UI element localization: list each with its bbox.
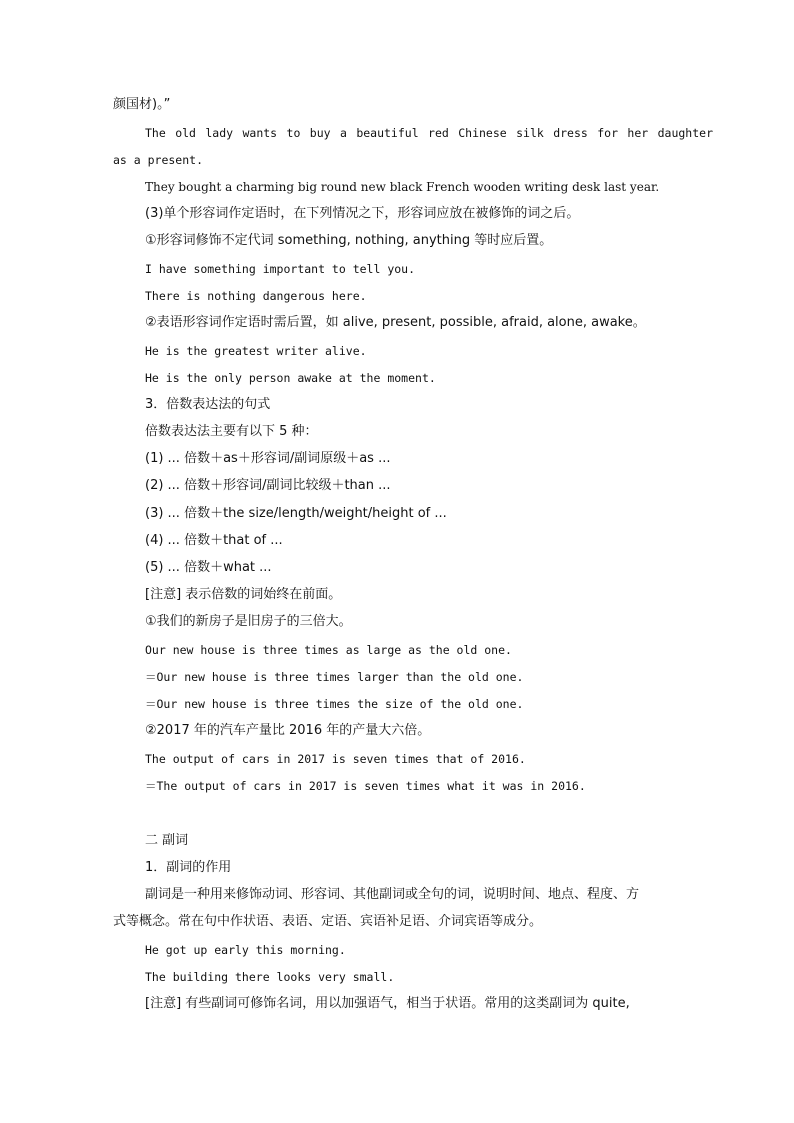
example-sentence: ＝Our new house is three times the size of the old one. [145,697,524,711]
text-line: 颜国材)。” [113,97,171,112]
rule-line: (3)单个形容词作定语时，在下列情况之下，形容词应放在被修饰的词之后。 [145,206,580,221]
word: a [339,126,347,140]
note-line: [注意] 有些副词可修饰名词，用以加强语气，相当于状语。常用的这类副词为 quite, [145,996,630,1011]
word: beautiful [356,126,419,140]
word: wants [242,126,278,140]
word: for [597,126,619,140]
word: Chinese [458,126,507,140]
example-sentence: Our new house is three times as large as the old one. [145,643,512,657]
note-line: [注意] 表示倍数的词始终在前面。 [145,587,342,602]
pattern-line: (1) ... 倍数＋as＋形容词/副词原级＋as ... [145,451,391,466]
example-sentence: ＝Our new house is three times larger than the old one. [145,670,524,684]
example-sentence: He is the greatest writer alive. [145,344,367,358]
word: daughter [657,126,713,140]
word: The [145,126,166,140]
word: red [428,126,449,140]
example-sentence: I have something important to tell you. [145,262,416,276]
example-sentence: He got up early this morning. [145,943,346,957]
word: buy [309,126,331,140]
subsection-heading: 1．副词的作用 [145,860,232,875]
word: her [627,126,649,140]
word: to [286,126,301,140]
example-sentence: They bought a charming big round new black French wooden writing desk last year. [145,180,660,194]
rule-line: 倍数表达法主要有以下 5 种： [145,424,318,439]
word: dress [553,126,588,140]
pattern-line: (2) ... 倍数＋形容词/副词比较级＋than ... [145,478,391,493]
paragraph-line: 副词是一种用来修饰动词、形容词、其他副词或全句的词，说明时间、地点、程度、方 [145,887,640,902]
example-sentence: ＝The output of cars in 2017 is seven times what it was in 2016. [145,779,586,793]
example-sentence [145,125,713,141]
example-sentence: as a present. [113,153,204,167]
paragraph-line: 式等概念。常在句中作状语、表语、定语、宾语补足语、介词宾语等成分。 [113,914,543,929]
example-sentence: The building there looks very small. [145,970,395,984]
word: lady [205,126,234,140]
rule-line: ①形容词修饰不定代词 something, nothing, anything 等时应后置。 [145,233,553,248]
example-sentence: There is nothing dangerous here. [145,289,367,303]
pattern-line: (4) ... 倍数＋that of ... [145,533,283,548]
example-sentence: The output of cars in 2017 is seven times that of 2016. [145,752,526,766]
rule-line: ②表语形容词作定语时需后置，如 alive, present, possible, afraid, alone, awake。 [145,315,646,330]
word: silk [516,126,544,140]
section-heading: 二 副词 [145,833,189,848]
example-sentence: He is the only person awake at the moment. [145,371,436,385]
section-heading: 3．倍数表达法的句式 [145,397,271,412]
example-chinese: ②2017 年的汽车产量比 2016 年的产量大六倍。 [145,723,431,738]
word: old [175,126,196,140]
example-chinese: ①我们的新房子是旧房子的三倍大。 [145,614,352,629]
pattern-line: (3) ... 倍数＋the size/length/weight/height of ... [145,506,447,521]
pattern-line: (5) ... 倍数＋what ... [145,560,272,575]
